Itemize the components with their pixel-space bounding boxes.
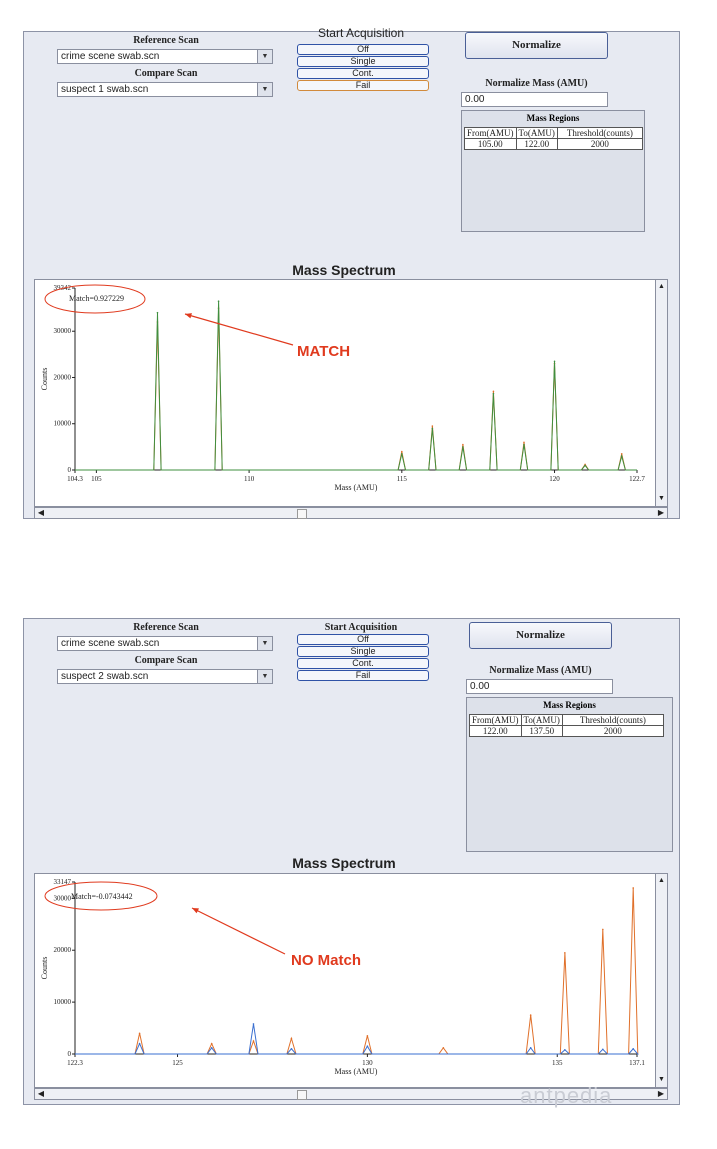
spectrum-peak-point xyxy=(530,1014,532,1016)
x-axis-label: Mass (AMU) xyxy=(334,1067,378,1076)
regions-header-to: To(AMU) xyxy=(521,715,562,726)
y-tick-label: 39342 xyxy=(53,284,71,292)
y-tick-label: 30000 xyxy=(53,894,71,903)
acquisition-off-button[interactable]: Off xyxy=(297,634,429,645)
spectrum-peak-point xyxy=(564,1049,566,1051)
table-row[interactable] xyxy=(465,139,643,150)
x-tick-label: 130 xyxy=(362,1059,373,1067)
x-tick-label: 110 xyxy=(243,475,255,483)
x-tick-label: 137.1 xyxy=(629,1059,645,1067)
scroll-left-icon[interactable]: ◀ xyxy=(37,1089,45,1098)
spectrum-peak-point xyxy=(211,1043,213,1045)
normalize-button[interactable]: Normalize xyxy=(465,32,608,59)
annotation-arrow-line xyxy=(192,908,285,954)
analysis-panel-1 xyxy=(23,26,680,519)
reference-scan-value: crime scene swab.scn xyxy=(61,638,160,649)
mass-regions-title: Mass Regions xyxy=(526,113,580,123)
acquisition-fail-button[interactable]: Fail xyxy=(297,80,429,91)
spectrum-series-line xyxy=(75,301,637,470)
regions-header-threshold: Threshold(counts) xyxy=(557,128,642,139)
y-tick-label: 0 xyxy=(67,466,71,474)
scroll-up-icon[interactable]: ▲ xyxy=(658,877,665,884)
spectrum-plot xyxy=(35,874,655,1087)
regions-header-threshold: Threshold(counts) xyxy=(562,715,663,726)
spectrum-peak-point xyxy=(432,428,434,430)
regions-cell-to[interactable]: 137.50 xyxy=(521,726,562,737)
reference-scan-label: Reference Scan xyxy=(133,622,199,633)
spectrum-peak-point xyxy=(584,465,586,467)
x-tick-label: 122.3 xyxy=(67,1059,83,1067)
match-score-label: Match=-0.0743442 xyxy=(71,892,133,901)
x-tick-label: 104.3 xyxy=(67,475,83,483)
spectrum-peak-point xyxy=(443,1047,445,1049)
table-row[interactable] xyxy=(470,726,664,737)
spectrum-plot xyxy=(35,280,655,506)
chevron-down-icon[interactable]: ▼ xyxy=(257,50,272,63)
scroll-left-icon[interactable]: ◀ xyxy=(37,508,45,517)
regions-header-to: To(AMU) xyxy=(516,128,557,139)
acquisition-single-button[interactable]: Single xyxy=(297,56,429,67)
spectrum-peak-point xyxy=(218,300,220,302)
spectrum-peak-point xyxy=(401,451,403,453)
spectrum-peak-point xyxy=(493,393,495,395)
reference-scan-select[interactable] xyxy=(57,636,273,651)
watermark-logo: antpedia xyxy=(520,1083,613,1108)
acquisition-single-button[interactable]: Single xyxy=(297,646,429,657)
acquisition-cont-button[interactable]: Cont. xyxy=(297,658,429,669)
y-tick-label: 20000 xyxy=(53,946,71,955)
reference-scan-select[interactable] xyxy=(57,49,273,64)
acquisition-cont-button[interactable]: Cont. xyxy=(297,68,429,79)
regions-cell-from[interactable]: 122.00 xyxy=(470,726,522,737)
spectrum-peak-point xyxy=(253,1023,255,1025)
normalize-mass-input[interactable]: 0.00 xyxy=(461,92,608,107)
annotation-arrow-line xyxy=(185,314,293,345)
regions-cell-to[interactable]: 122.00 xyxy=(516,139,557,150)
mass-regions-panel xyxy=(466,697,673,852)
spectrum-peak-point xyxy=(564,952,566,954)
spectrum-peak-point xyxy=(523,444,525,446)
spectrum-peak-point xyxy=(139,1032,141,1034)
spectrum-peak-point xyxy=(523,441,525,443)
chevron-down-icon[interactable]: ▼ xyxy=(257,637,272,650)
mass-regions-table xyxy=(469,714,664,737)
normalize-mass-label: Normalize Mass (AMU) xyxy=(489,665,592,676)
mass-regions-title: Mass Regions xyxy=(543,700,596,710)
x-tick-label: 115 xyxy=(396,475,407,483)
start-acquisition-title: Start Acquisition xyxy=(324,622,398,633)
regions-cell-threshold[interactable]: 2000 xyxy=(562,726,663,737)
spectrum-series-line xyxy=(75,888,638,1054)
spectrum-peak-point xyxy=(632,1048,634,1050)
mass-regions-panel xyxy=(461,110,645,232)
x-tick-label: 105 xyxy=(91,475,102,483)
compare-scan-value: suspect 2 swab.scn xyxy=(61,671,149,682)
start-acquisition-title: Start Acquisition xyxy=(317,26,405,40)
y-tick-label: 0 xyxy=(67,1050,71,1058)
y-tick-label: 10000 xyxy=(53,998,71,1007)
chevron-down-icon[interactable]: ▼ xyxy=(257,83,272,96)
acquisition-off-button[interactable]: Off xyxy=(297,44,429,55)
regions-cell-threshold[interactable]: 2000 xyxy=(557,139,642,150)
y-axis-label: Counts xyxy=(40,367,49,391)
compare-scan-select[interactable] xyxy=(57,82,273,97)
spectrum-peak-point xyxy=(602,929,604,931)
spectrum-peak-point xyxy=(462,444,464,446)
spectrum-peak-point xyxy=(530,1047,532,1049)
mass-spectrum-chart xyxy=(34,873,668,1088)
compare-scan-select[interactable] xyxy=(57,669,273,684)
scroll-right-icon[interactable]: ▶ xyxy=(657,508,665,517)
chevron-down-icon[interactable]: ▼ xyxy=(257,670,272,683)
spectrum-peak-point xyxy=(401,453,403,455)
y-tick-label: 10000 xyxy=(53,419,71,428)
scroll-down-icon[interactable]: ▼ xyxy=(658,1076,665,1083)
mass-regions-table xyxy=(464,127,643,150)
spectrum-peak-point xyxy=(367,1045,369,1047)
mass-spectrum-title: Mass Spectrum xyxy=(292,262,396,278)
mass-spectrum-title: Mass Spectrum xyxy=(292,855,396,871)
horizontal-scrollbar[interactable] xyxy=(34,507,668,519)
spectrum-peak-point xyxy=(291,1038,293,1040)
spectrum-peak-point xyxy=(291,1048,293,1050)
vertical-scrollbar[interactable] xyxy=(655,280,667,506)
scroll-up-icon[interactable]: ▲ xyxy=(658,283,665,290)
arrow-head-icon xyxy=(185,313,192,318)
scrollbar-thumb[interactable] xyxy=(297,509,307,519)
regions-cell-from[interactable]: 105.00 xyxy=(465,139,517,150)
spectrum-peak-point xyxy=(602,1049,604,1051)
scroll-right-icon[interactable]: ▶ xyxy=(657,1089,665,1098)
spectrum-peak-point xyxy=(432,425,434,427)
y-tick-label: 30000 xyxy=(53,327,71,336)
analysis-panel-2 xyxy=(23,618,680,1105)
spectrum-peak-point xyxy=(554,360,556,362)
regions-header-from: From(AMU) xyxy=(465,128,517,139)
spectrum-peak-point xyxy=(367,1035,369,1037)
reference-scan-value: crime scene swab.scn xyxy=(61,51,160,62)
spectrum-peak-point xyxy=(462,446,464,448)
x-tick-label: 125 xyxy=(172,1059,183,1067)
spectrum-peak-point xyxy=(211,1047,213,1049)
match-annotation-label: NO Match xyxy=(291,952,362,969)
spectrum-peak-point xyxy=(253,1040,255,1042)
x-tick-label: 122.7 xyxy=(629,475,645,483)
regions-header-from: From(AMU) xyxy=(470,715,522,726)
spectrum-peak-point xyxy=(632,887,634,889)
scroll-down-icon[interactable]: ▼ xyxy=(658,495,665,502)
y-tick-label: 33147 xyxy=(53,878,71,886)
y-tick-label: 20000 xyxy=(53,373,71,382)
compare-scan-value: suspect 1 swab.scn xyxy=(61,84,149,95)
spectrum-peak-point xyxy=(493,391,495,393)
match-annotation-label: MATCH xyxy=(297,343,351,360)
normalize-mass-input[interactable]: 0.00 xyxy=(466,679,613,694)
spectrum-peak-point xyxy=(157,312,159,314)
mass-spectrum-chart xyxy=(34,279,668,507)
spectrum-series-line xyxy=(75,1024,638,1054)
spectrum-peak-point xyxy=(139,1043,141,1045)
normalize-mass-label: Normalize Mass (AMU) xyxy=(485,78,588,89)
acquisition-fail-button[interactable]: Fail xyxy=(297,670,429,681)
compare-scan-label: Compare Scan xyxy=(134,68,198,79)
x-tick-label: 135 xyxy=(552,1059,563,1067)
vertical-scrollbar[interactable] xyxy=(655,874,667,1087)
compare-scan-label: Compare Scan xyxy=(134,655,198,666)
reference-scan-label: Reference Scan xyxy=(133,35,199,46)
match-score-label: Match=0.927229 xyxy=(69,294,124,303)
x-axis-label: Mass (AMU) xyxy=(334,483,378,492)
normalize-button[interactable]: Normalize xyxy=(469,622,612,649)
scrollbar-thumb[interactable] xyxy=(297,1090,307,1100)
x-tick-label: 120 xyxy=(549,475,560,483)
spectrum-peak-point xyxy=(621,455,623,457)
y-axis-label: Counts xyxy=(40,956,49,980)
